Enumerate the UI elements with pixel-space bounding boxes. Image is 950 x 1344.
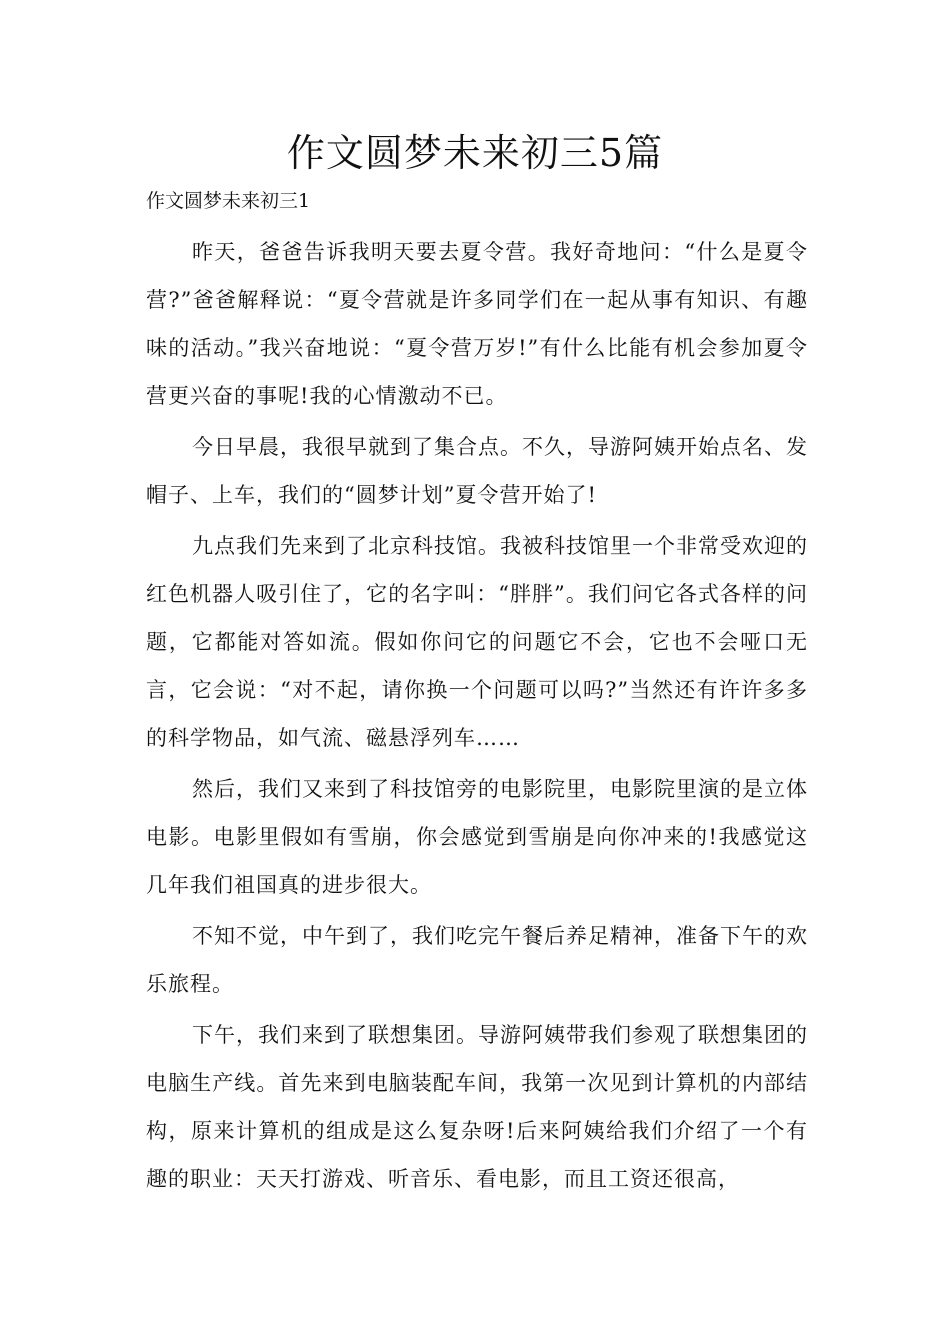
section-heading: 作文圆梦未来初三1: [146, 190, 311, 212]
paragraph: 下午，我们来到了联想集团。导游阿姨带我们参观了联想集团的电脑生产线。首先来到电脑装配车间，我第一次见到计算机的内部结构，原来计算机的组成是这么复杂呀!后来阿姨给我们介绍了一个有趣的职业：天天打游戏、听音乐、看电影，而且工资还很高，: [146, 1023, 808, 1191]
document-body: [146, 228, 808, 1206]
paragraph: 不知不觉，中午到了，我们吃完午餐后养足精神，准备下午的欢乐旅程。: [146, 924, 808, 996]
document-title: 作文圆梦未来初三5篇: [286, 131, 664, 175]
paragraph: 九点我们先来到了北京科技馆。我被科技馆里一个非常受欢迎的红色机器人吸引住了，它的名字叫：“胖胖”。我们问它各式各样的问题，它都能对答如流。假如你问它的问题它不会，它也不会哑口无言，它会说：“对不起，请你换一个问题可以吗?”当然还有许许多多的科学物品，如气流、磁悬浮列车……: [146, 534, 808, 750]
paragraph: 昨天，爸爸告诉我明天要去夏令营。我好奇地问：“什么是夏令营?”爸爸解释说：“夏令营就是许多同学们在一起从事有知识、有趣味的活动。”我兴奋地说：“夏令营万岁!”有什么比能有机会参加夏令营更兴奋的事呢!我的心情激动不已。: [146, 240, 808, 408]
paragraph: 然后，我们又来到了科技馆旁的电影院里，电影院里演的是立体电影。电影里假如有雪崩，你会感觉到雪崩是向你冲来的!我感觉这几年我们祖国真的进步很大。: [146, 777, 808, 897]
paragraph: 今日早晨，我很早就到了集合点。不久，导游阿姨开始点名、发帽子、上车，我们的“圆梦计划”夏令营开始了!: [146, 435, 808, 507]
